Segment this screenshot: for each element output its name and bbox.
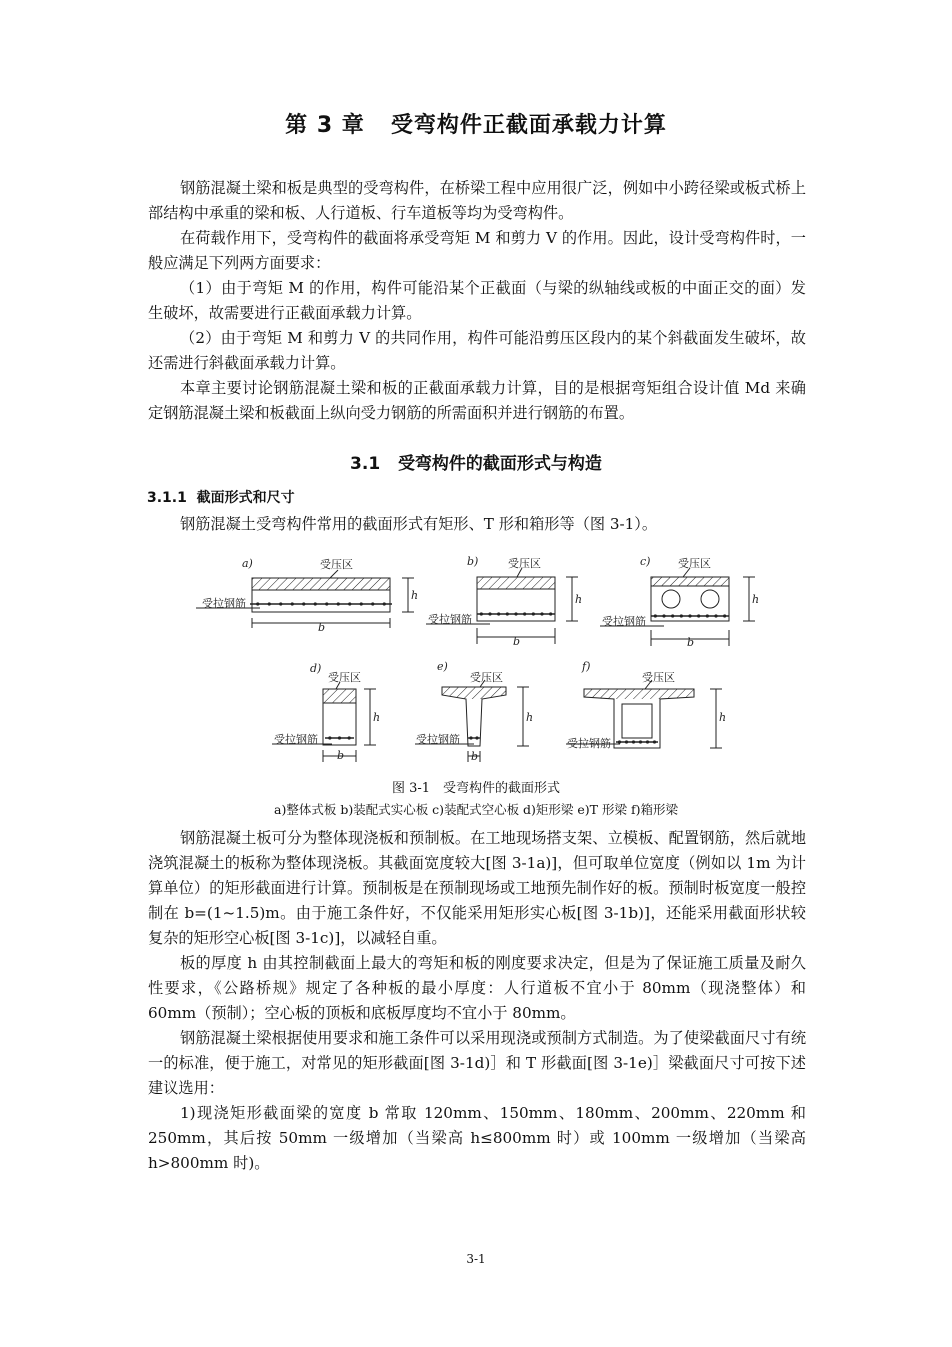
- section-name: 受弯构件的截面形式与构造: [397, 454, 602, 474]
- chapter-number: 第 3 章: [285, 113, 365, 138]
- rebar-dot-a: [371, 602, 374, 605]
- rebar-dot-c: [706, 614, 709, 617]
- rebar-dot-a: [291, 602, 294, 605]
- compression-zone-label-d: 受压区: [328, 671, 361, 684]
- dim-b-d: b: [337, 749, 345, 762]
- rebar-dot-b: [506, 612, 509, 615]
- intro-paragraph-1: 钢筋混凝土梁和板是典型的受弯构件，在桥梁工程中应用很广泛，例如中小跨径梁或板式桥上部结构中承重的梁和板、人行道板、行车道板等均为受弯构件。: [148, 179, 806, 222]
- dim-b-c: b: [687, 636, 695, 649]
- body-paragraph-4: 1)现浇矩形截面梁的宽度 b 常取 120mm、150mm、180mm、200mm、220mm 和 250mm，其后按 50mm 一级增加（当梁高 h≤800mm 时）或 100mm 一级增加（当梁高 h>800mm 时)。: [148, 1104, 806, 1172]
- rebar-dot-d: [328, 736, 331, 739]
- compression-zone-label-a: 受压区: [320, 558, 353, 571]
- rebar-dot-a: [314, 602, 317, 605]
- rebar-dot-c: [671, 614, 674, 617]
- panel-label-f: f): [582, 660, 591, 673]
- body-paragraph-1: 钢筋混凝土板可分为整体现浇板和预制板。在工地现场搭支架、立模板、配置钢筋，然后就地浇筑混凝土的板称为整体现浇板。其截面宽度较大[图 3-1a)]，但可取单位宽度（例如以 1m 为计算单位）的矩形截面进行计算。预制板是在预制现场或工地预先制作好的板。预制时板宽度一般控制在 b=(1~1.5)m。由于施工条件好，不仅能采用矩形实心板[图 3-1b)]，还能采用截面形状较复杂的矩形空心板[图 3-1c)]，以减轻自重。: [148, 829, 806, 947]
- rebar-dot-a: [348, 602, 351, 605]
- rebar-dot-a: [302, 602, 305, 605]
- tension-steel-label-d: 受拉钢筋: [274, 733, 318, 746]
- dim-h-d: h: [373, 711, 381, 724]
- tension-steel-label-f: 受拉钢筋: [567, 737, 611, 750]
- rebar-dot-b: [497, 612, 500, 615]
- body-paragraph-2: 板的厚度 h 由其控制截面上最大的弯矩和板的刚度要求决定，但是为了保证施工质量及耐久性要求，《公路桥规》规定了各种板的最小厚度：人行道板不宜小于 80mm（现浇整体）和 60mm（预制）；空心板的顶板和底板厚度均不宜小于 80mm。: [148, 954, 806, 1022]
- panel-c-precast-hollow-slab: [600, 568, 755, 646]
- dim-b-b: b: [513, 635, 521, 648]
- rebar-dot-b: [514, 612, 517, 615]
- rebar-dot-d: [348, 736, 351, 739]
- rebar-dot-f: [632, 740, 635, 743]
- body-paragraph-3: 钢筋混凝土梁根据使用要求和施工条件可以采用现浇或预制方式制造。为了使梁截面尺寸有统一的标准，便于施工，对常见的矩形截面[图 3-1d)］和 T 形截面[图 3-1e)］梁截面尺寸可按下述建议选用：: [148, 1029, 806, 1097]
- intro-paragraph-3: （1）由于弯矩 M 的作用，构件可能沿某个正截面（与梁的纵轴线或板的中面正交的面）发生破坏，故需要进行正截面承载力计算。: [148, 279, 806, 322]
- rebar-dot-a: [337, 602, 340, 605]
- rebar-dot-c: [697, 614, 700, 617]
- panel-b-precast-solid-slab: [426, 568, 578, 644]
- rebar-dot-f: [625, 740, 628, 743]
- compression-zone-label-b: 受压区: [508, 557, 541, 570]
- figure-caption: 图 3-1 受弯构件的截面形式: [391, 781, 561, 796]
- rebar-dot-a: [360, 602, 363, 605]
- chapter-title: [0, 108, 952, 139]
- dim-h-c: h: [752, 593, 760, 606]
- subsection-name: 截面形式和尺寸: [196, 490, 295, 506]
- rebar-dot-a: [268, 602, 271, 605]
- rebar-dot-c: [688, 614, 691, 617]
- dim-h-b: h: [575, 593, 583, 606]
- section-number: 3.1: [350, 454, 381, 474]
- rebar-dot-a: [325, 602, 328, 605]
- rebar-dot-e: [475, 736, 478, 739]
- intro-paragraph-5: 本章主要讨论钢筋混凝土梁和板的正截面承载力计算，目的是根据弯矩组合设计值 Md 来确定钢筋混凝土梁和板截面上纵向受力钢筋的所需面积并进行钢筋的布置。: [148, 379, 806, 422]
- dim-h-f: h: [719, 711, 727, 724]
- section-title: [0, 449, 952, 474]
- panel-label-d: d): [310, 662, 322, 675]
- rebar-dot-b: [480, 612, 483, 615]
- rebar-dot-a: [279, 602, 282, 605]
- rebar-dot-a: [256, 602, 259, 605]
- tension-steel-label-a: 受拉钢筋: [202, 597, 246, 610]
- panel-d-rectangular-beam: [272, 682, 376, 762]
- rebar-dot-c: [662, 614, 665, 617]
- rebar-dot-b: [540, 612, 543, 615]
- dim-b-a: b: [318, 621, 326, 634]
- intro-paragraph-2: 在荷载作用下，受弯构件的截面将承受弯矩 M 和剪力 V 的作用。因此，设计受弯构件时，一般应满足下列两方面要求：: [148, 229, 806, 272]
- rebar-dot-a: [383, 602, 386, 605]
- section-forms-figure: [190, 548, 770, 770]
- rebar-dot-c: [654, 614, 657, 617]
- rebar-dot-b: [523, 612, 526, 615]
- subsection-number: 3.1.1: [147, 490, 187, 506]
- rebar-dot-b: [532, 612, 535, 615]
- rebar-dot-f: [646, 740, 649, 743]
- compression-zone-label-f: 受压区: [642, 671, 675, 684]
- subsection-title: [147, 487, 295, 507]
- chapter-name: 受弯构件正截面承载力计算: [390, 113, 667, 138]
- rebar-dot-c: [680, 614, 683, 617]
- page-number: 3-1: [466, 1252, 486, 1266]
- intro-paragraph-4: （2）由于弯矩 M 和剪力 V 的共同作用，构件可能沿剪压区段内的某个斜截面发生破坏，故还需进行斜截面承载力计算。: [148, 329, 806, 372]
- rebar-dot-b: [549, 612, 552, 615]
- dim-b-e: b: [471, 750, 479, 763]
- rebar-dot-e: [469, 736, 472, 739]
- compression-zone-label-c: 受压区: [678, 557, 711, 570]
- compression-zone-label-e: 受压区: [470, 671, 503, 684]
- rebar-dot-c: [714, 614, 717, 617]
- rebar-dot-d: [338, 736, 341, 739]
- figure-subcaption: a)整体式板 b)装配式实心板 c)装配式空心板 d)矩形梁 e)T 形梁 f)箱形梁: [274, 802, 678, 817]
- dim-h-e: h: [526, 711, 534, 724]
- rebar-dot-c: [723, 614, 726, 617]
- panel-label-b: b): [467, 555, 479, 568]
- panel-label-a: a): [242, 557, 253, 570]
- rebar-dot-f: [618, 740, 621, 743]
- dim-h-a: h: [411, 589, 419, 602]
- rebar-dot-f: [639, 740, 642, 743]
- tension-steel-label-b: 受拉钢筋: [428, 613, 472, 626]
- rebar-dot-f: [653, 740, 656, 743]
- subsection-intro: 钢筋混凝土受弯构件常用的截面形式有矩形、T 形和箱形等（图 3-1）。: [180, 515, 658, 533]
- tension-steel-label-c: 受拉钢筋: [602, 615, 646, 628]
- panel-label-e: e): [437, 660, 448, 673]
- tension-steel-label-e: 受拉钢筋: [416, 733, 460, 746]
- panel-label-c: c): [640, 555, 651, 568]
- rebar-dot-b: [488, 612, 491, 615]
